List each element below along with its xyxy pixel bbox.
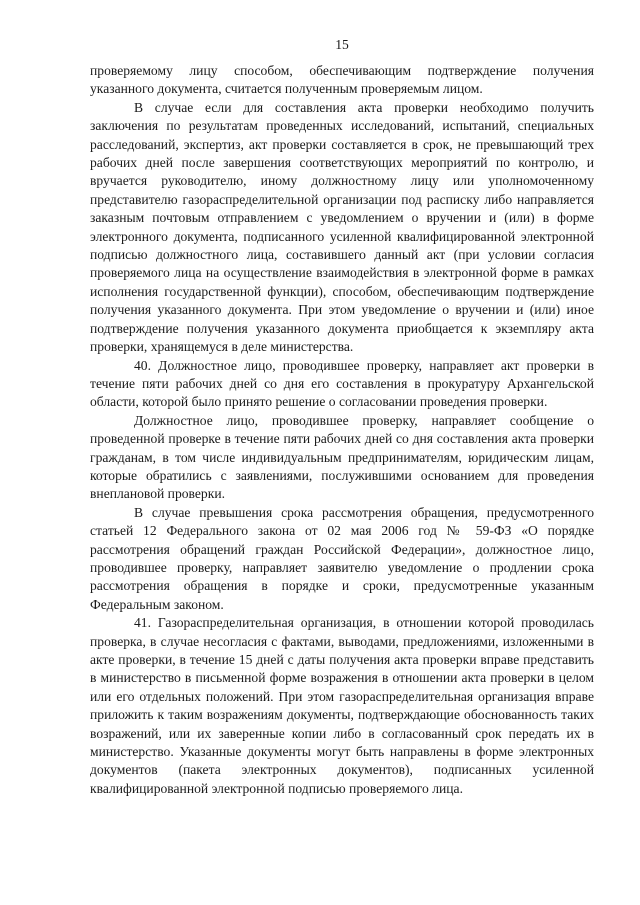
paragraph-41: 41. Газораспределительная организация, в отношении которой проводилась проверка, в случае несогласия с фактами, выводами, предложениями, изложенными в акте проверки, в течение 15 дней с даты получения акта проверки вправе представить в министерство в письменной форме возражения в отношении акта проверки в целом или его отдельных положений. При этом газораспределительная организация вправе приложить к таким возражениям документы, подтверждающие обоснованность таких возражений, или их заверенные копии либо в согласованный срок передать их в министерство. Указанные документы могут быть направлены в форме электронных документов (пакета электронных документов), подписанных усиленной квалифицированной электронной подписью проверяемого лица. <box>90 615 594 796</box>
paragraph-40: 40. Должностное лицо, проводившее проверку, направляет акт проверки в течение пяти рабочих дней со дня его составления в прокуратуру Архангельской области, которой было принято решение о согласовании проведения проверки. <box>90 357 594 410</box>
document-body <box>90 62 594 798</box>
paragraph-notification: Должностное лицо, проводившее проверку, направляет сообщение о проведенной проверке в течение пяти рабочих дней со дня составления акта проверки гражданам, в том числе индивидуальным предпринимателям, юридическим лицам, которые обратились с заявлениями, послужившими основанием для проведения внеплановой проверки. <box>90 412 594 502</box>
paragraph-continuation: проверяемому лицу способом, обеспечивающим подтверждение получения указанного документа, считается полученным проверяемым лицом. <box>90 63 594 97</box>
paragraph-deadline-extension: В случае превышения срока рассмотрения обращения, предусмотренного статьей 12 Федерального закона от 02 мая 2006 год № 59-ФЗ «О порядке рассмотрения обращений граждан Российской Федерации», должностное лицо, проводившее проверку, направляет заявителю уведомление о продлении срока рассмотрения обращения в порядке и сроки, предусмотренные указанным Федеральным законом. <box>90 504 594 612</box>
paragraph-act-conclusions: В случае если для составления акта проверки необходимо получить заключения по результатам проведенных исследований, испытаний, специальных расследований, экспертиз, акт проверки составляется в срок, не превышающий трех рабочих дней после завершения соответствующих мероприятий по контролю, и вручается руководителю, иному должностному лицу или уполномоченному представителю газораспределительной организации под расписку либо направляется заказным почтовым отправлением с уведомлением о вручении и (или) в форме электронного документа, подписанного усиленной квалифицированной электронной подписью должностного лица, составившего данный акт (при условии согласия проверяемого лица на осуществление взаимодействия в электронной форме в рамках исполнения государственной функции), способом, обеспечивающим подтверждение получения указанного документа. При этом уведомление о вручении и (или) иное подтверждение получения указанного документа приобщается к экземпляру акта проверки, хранящемуся в деле министерства. <box>90 99 594 355</box>
page-number: 15 <box>335 37 349 52</box>
